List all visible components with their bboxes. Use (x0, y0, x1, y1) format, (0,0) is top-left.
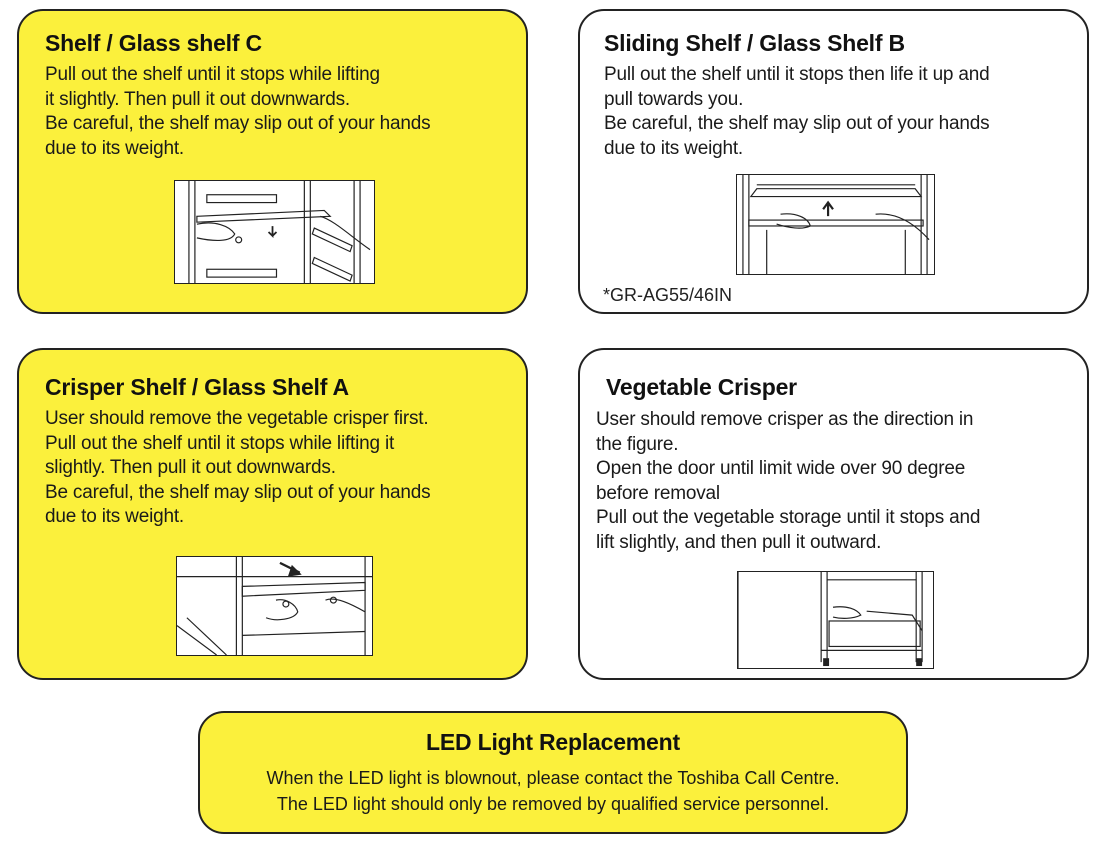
model-note: *GR-AG55/46IN (603, 285, 733, 305)
shelf-b-line: Be careful, the shelf may slip out of your hands (604, 113, 990, 134)
vegetable-crisper-title: Vegetable Crisper (606, 374, 797, 400)
shelf-b-line: due to its weight. (604, 137, 743, 159)
shelf-c-card (17, 9, 528, 314)
vegetable-crisper-line: Pull out the vegetable storage until it stops and (596, 507, 981, 528)
vegetable-crisper-line: lift slightly, and then pull it outward. (596, 531, 882, 553)
shelf-c-line: it slightly. Then pull it out downwards. (45, 88, 350, 110)
led-line: When the LED light is blownout, please contact the Toshiba Call Centre. (266, 768, 840, 788)
shelf-a-line: slightly. Then pull it out downwards. (45, 457, 336, 478)
shelf-b-card (578, 9, 1089, 314)
shelf-a-line: due to its weight. (45, 506, 184, 527)
shelf-b-illustration (736, 174, 935, 275)
shelf-a-title: Crisper Shelf / Glass Shelf A (45, 374, 349, 400)
vegetable-crisper-line: User should remove crisper as the direction in (596, 409, 974, 430)
shelf-b-line: pull towards you. (604, 88, 744, 110)
shelf-a-line: Be careful, the shelf may slip out of your hands (45, 481, 431, 503)
shelf-c-line: Pull out the shelf until it stops while lifting (45, 64, 380, 85)
shelf-b-title: Sliding Shelf / Glass Shelf B (604, 30, 905, 56)
shelf-a-illustration (176, 556, 373, 656)
vegetable-crisper-line: before removal (596, 482, 720, 504)
vegetable-crisper-line: Open the door until limit wide over 90 degree (596, 458, 966, 479)
shelf-a-line: User should remove the vegetable crisper first. (45, 408, 429, 429)
shelf-c-illustration (174, 180, 375, 284)
shelf-a-line: Pull out the shelf until it stops while lifting it (45, 432, 395, 454)
shelf-c-line: due to its weight. (45, 137, 184, 159)
vegetable-crisper-card (578, 348, 1089, 680)
shelf-c-title: Shelf / Glass shelf C (45, 30, 262, 56)
led-replacement-card (198, 711, 908, 834)
led-title: LED Light Replacement (426, 729, 680, 755)
shelf-b-line: Pull out the shelf until it stops then life it up and (604, 64, 990, 85)
vegetable-crisper-line: the figure. (596, 433, 679, 455)
shelf-c-line: Be careful, the shelf may slip out of your hands (45, 113, 431, 134)
shelf-a-card (17, 348, 528, 680)
led-line: The LED light should only be removed by qualified service personnel. (276, 794, 830, 814)
vegetable-crisper-illustration (737, 571, 934, 669)
